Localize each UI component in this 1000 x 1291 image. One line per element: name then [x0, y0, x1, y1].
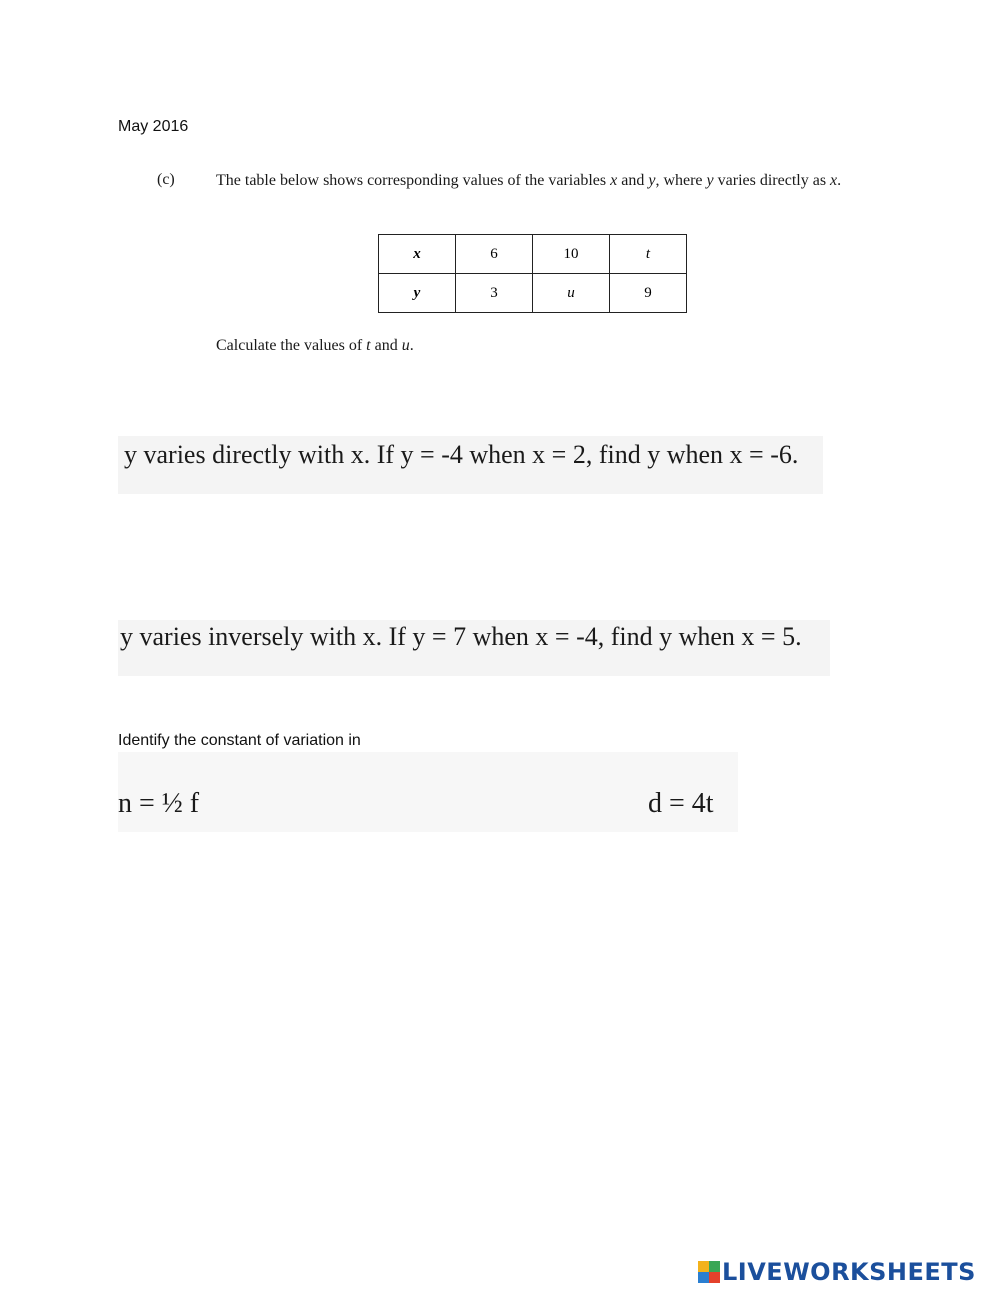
question-text-part: and — [617, 172, 649, 189]
variable-x: x — [830, 172, 838, 189]
logo-tile — [709, 1272, 720, 1283]
table-cell: y — [379, 274, 456, 313]
table-row — [379, 235, 687, 274]
calc-text-part: Calculate the values of — [216, 337, 367, 354]
question-text-part: The table below shows corresponding values of the variables — [216, 172, 611, 189]
table-cell: u — [533, 274, 610, 313]
table-cell: t — [610, 235, 687, 274]
equation-1: n = ½ f — [118, 788, 200, 819]
table-cell: x — [379, 235, 456, 274]
variable-u: u — [401, 337, 410, 354]
scan-background — [118, 752, 738, 832]
logo-tile — [698, 1272, 709, 1283]
direct-variation-question: y varies directly with x. If y = -4 when x = 2, find y when x = -6. — [124, 440, 799, 469]
logo-text: LIVEWORKSHEETS — [722, 1258, 976, 1286]
logo-tile — [709, 1261, 720, 1272]
variable-t: t — [366, 337, 371, 354]
variable-y: y — [706, 172, 714, 189]
variable-y: y — [648, 172, 656, 189]
table-row — [379, 274, 687, 313]
calc-text-part: and — [370, 337, 402, 354]
variable-x: x — [610, 172, 618, 189]
liveworksheets-logo — [698, 1258, 976, 1286]
logo-tile — [698, 1261, 709, 1272]
equation-2: d = 4t — [648, 788, 714, 819]
values-table — [378, 234, 687, 313]
question-text — [216, 171, 866, 191]
table-cell: 10 — [533, 235, 610, 274]
table-cell: 9 — [610, 274, 687, 313]
question-text-part: . — [837, 172, 842, 189]
question-label: (c) — [157, 171, 175, 188]
date-label: May 2016 — [118, 118, 189, 135]
calc-text-part: . — [409, 337, 414, 354]
logo-icon — [698, 1261, 720, 1283]
question-text-part: , where — [655, 172, 707, 189]
calculate-instruction — [216, 337, 414, 355]
question-text-part: varies directly as — [713, 172, 831, 189]
table-cell: 6 — [456, 235, 533, 274]
table-cell: 3 — [456, 274, 533, 313]
inverse-variation-question: y varies inversely with x. If y = 7 when x = -4, find y when x = 5. — [120, 622, 802, 651]
identify-prompt: Identify the constant of variation in — [118, 732, 361, 749]
